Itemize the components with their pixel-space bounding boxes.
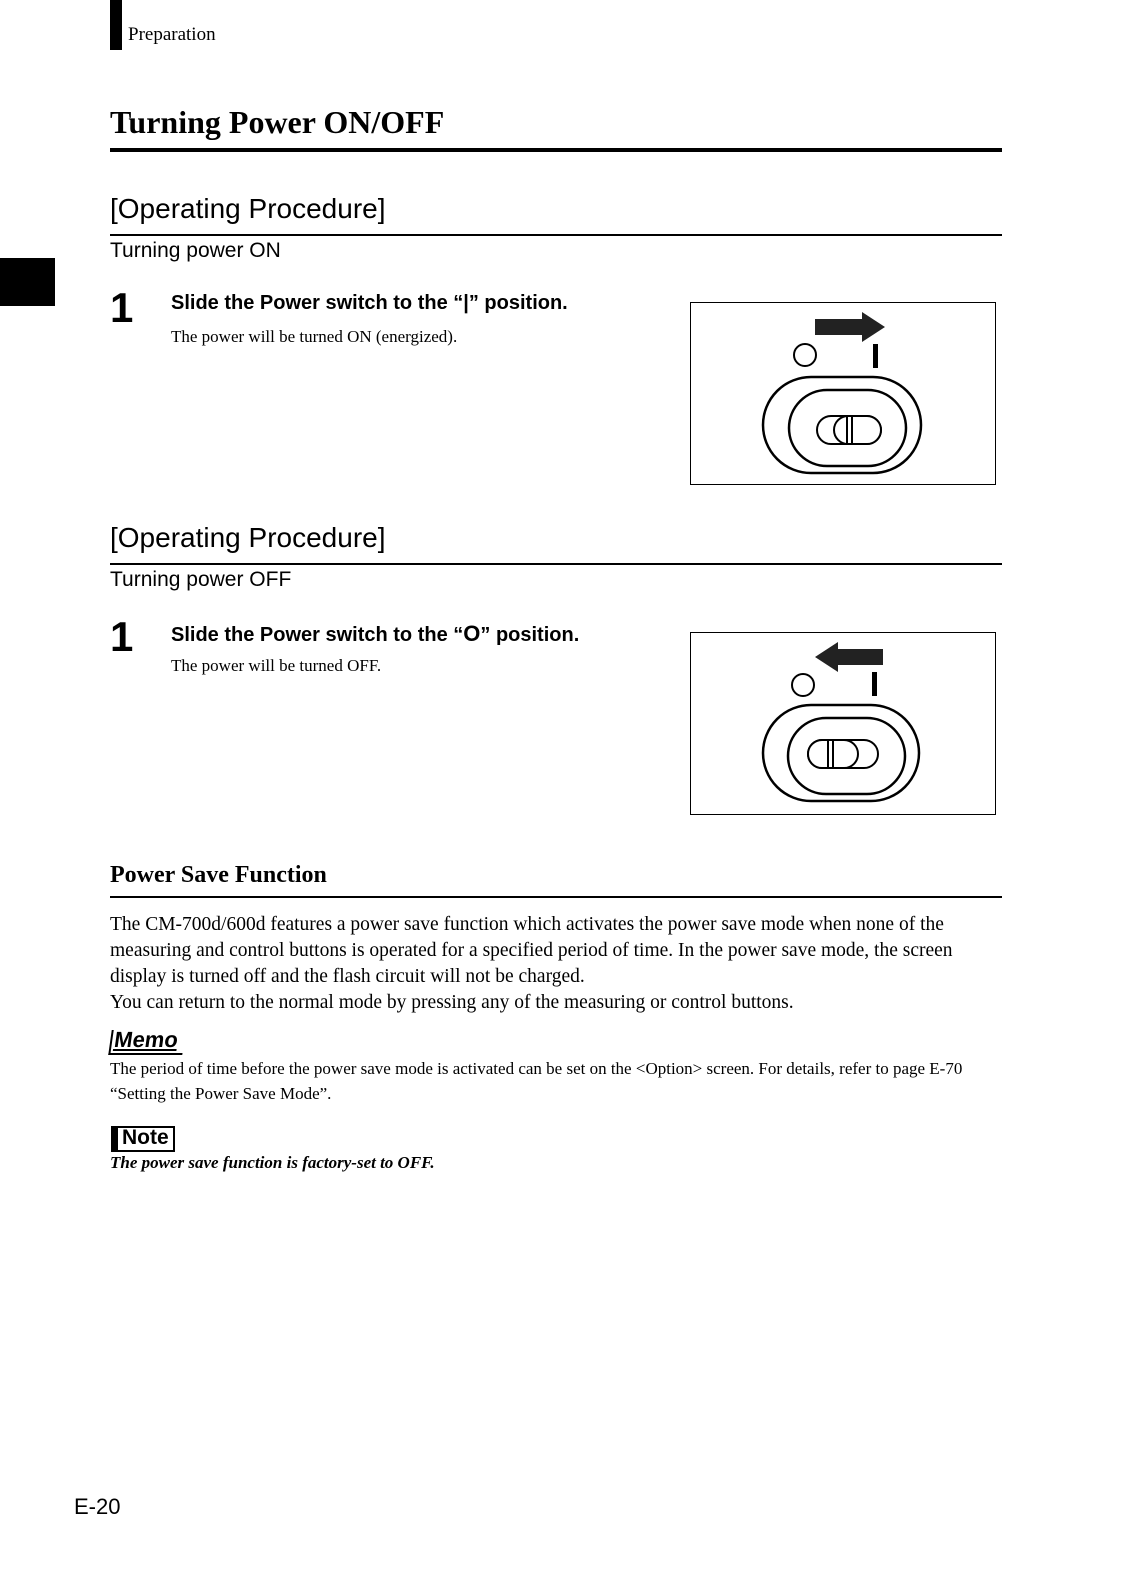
page-number: E-20 bbox=[74, 1494, 121, 1519]
on-symbol-icon bbox=[872, 672, 877, 696]
step-text: Slide the Power switch to the “ bbox=[171, 624, 464, 646]
arrow-right-icon bbox=[815, 312, 885, 342]
procedure-heading: [Operating Procedure] bbox=[110, 193, 386, 224]
paragraph: You can return to the normal mode by pressing any of the measuring or control buttons. bbox=[110, 992, 794, 1013]
step-number: 1 bbox=[110, 284, 134, 331]
divider bbox=[110, 563, 1002, 565]
divider bbox=[110, 896, 1002, 898]
power-switch-on-illustration bbox=[690, 302, 996, 485]
note-icon bbox=[111, 1126, 175, 1152]
note-text: The power save function is factory-set to OFF. bbox=[110, 1153, 435, 1172]
memo-label: Memo bbox=[112, 1027, 180, 1052]
chapter-tab bbox=[0, 258, 55, 306]
note-label: Note bbox=[122, 1126, 169, 1149]
step-number: 1 bbox=[110, 613, 134, 660]
off-symbol: O bbox=[463, 621, 481, 646]
off-symbol-icon bbox=[792, 674, 814, 696]
divider bbox=[110, 234, 1002, 236]
step-instruction bbox=[171, 621, 579, 647]
section-marker bbox=[110, 0, 122, 50]
memo-text: The period of time before the power save mode is activated can be set on the <Option> screen. For details, refer to page E-70 “Setting the Power Save Mode”. bbox=[110, 1059, 963, 1103]
step-text: ” position. bbox=[480, 624, 580, 646]
switch-slider bbox=[834, 416, 881, 444]
page-title: Turning Power ON/OFF bbox=[110, 104, 445, 140]
power-switch-off-illustration bbox=[690, 632, 996, 815]
step-instruction: Slide the Power switch to the “|” position. bbox=[171, 292, 568, 314]
paragraph: The CM-700d/600d features a power save function which activates the power save mode when none of the measuring and control buttons is operated for a specified period of time. In the power save mode, the screen display is turned off and the flash circuit will not be charged. bbox=[110, 914, 953, 987]
step-description: The power will be turned OFF. bbox=[171, 656, 382, 675]
section-header: Preparation bbox=[128, 24, 216, 45]
title-divider bbox=[110, 148, 1002, 152]
power-save-heading: Power Save Function bbox=[110, 862, 327, 888]
on-symbol-icon bbox=[873, 344, 878, 368]
memo-icon bbox=[108, 1027, 185, 1055]
procedure-subtitle: Turning power OFF bbox=[110, 568, 292, 591]
procedure-subtitle: Turning power ON bbox=[110, 239, 281, 262]
off-symbol-icon bbox=[794, 344, 816, 366]
arrow-left-icon bbox=[815, 642, 883, 672]
step-description: The power will be turned ON (energized). bbox=[171, 327, 458, 346]
power-save-description bbox=[110, 912, 1002, 1016]
procedure-heading: [Operating Procedure] bbox=[110, 522, 386, 553]
